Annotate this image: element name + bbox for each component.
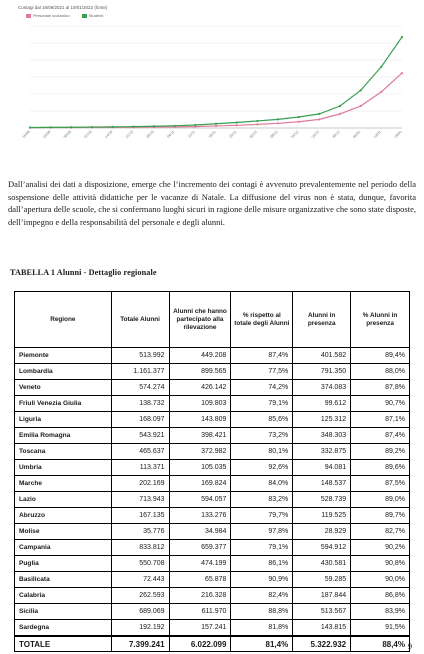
cell-regione: Marche xyxy=(15,476,112,492)
cell-alunni-presenza: 125.312 xyxy=(293,412,351,428)
cell-totale-alunni: 1.161.377 xyxy=(111,364,169,380)
x-tick-label: 18/11 xyxy=(207,129,217,139)
chart-plot-area xyxy=(18,4,410,150)
data-point xyxy=(277,118,279,120)
data-point xyxy=(132,125,134,127)
x-tick-label: 23/12 xyxy=(310,129,321,140)
cell-partecipanti: 169.824 xyxy=(169,476,231,492)
cell-partecipanti: 474.199 xyxy=(169,556,231,572)
cell-totale-alunni: 262.593 xyxy=(111,588,169,604)
table-row xyxy=(15,620,410,637)
cell-percentuale-totale: 79,1% xyxy=(231,396,293,412)
table-row xyxy=(15,364,410,380)
x-tick-label: 30/12 xyxy=(331,129,341,140)
series-line-1 xyxy=(30,37,402,128)
cell-percentuale-presenza: 91,5% xyxy=(351,620,410,637)
cell-percentuale-presenza: 90,8% xyxy=(351,556,410,572)
table-row xyxy=(15,460,410,476)
cell-percentuale-totale: 97,8% xyxy=(231,524,293,540)
cell-partecipanti: 659.377 xyxy=(169,540,231,556)
cell-alunni-presenza: 99.612 xyxy=(293,396,351,412)
cell-alunni-presenza: 401.582 xyxy=(293,348,351,364)
total-alunni-presenza: 5.322.932 xyxy=(293,636,351,652)
cell-percentuale-presenza: 83,9% xyxy=(351,604,410,620)
cell-percentuale-totale: 87,4% xyxy=(231,348,293,364)
cell-totale-alunni: 513.992 xyxy=(111,348,169,364)
data-point xyxy=(401,36,403,38)
cell-percentuale-totale: 77,5% xyxy=(231,364,293,380)
cell-percentuale-totale: 79,7% xyxy=(231,508,293,524)
cell-percentuale-totale: 90,9% xyxy=(231,572,293,588)
cell-alunni-presenza: 143.815 xyxy=(293,620,351,637)
data-point xyxy=(256,120,258,122)
cell-percentuale-totale: 84,0% xyxy=(231,476,293,492)
table-total-row xyxy=(15,636,410,652)
cell-percentuale-totale: 92,6% xyxy=(231,460,293,476)
cell-regione: Basilicata xyxy=(15,572,112,588)
cell-percentuale-presenza: 88,0% xyxy=(351,364,410,380)
data-point xyxy=(380,91,382,93)
cell-percentuale-totale: 73,2% xyxy=(231,428,293,444)
table-row xyxy=(15,556,410,572)
total-partecipanti: 6.022.099 xyxy=(169,636,231,652)
cell-percentuale-totale: 79,1% xyxy=(231,540,293,556)
data-point xyxy=(112,126,114,128)
cell-percentuale-presenza: 87,8% xyxy=(351,380,410,396)
data-point xyxy=(256,123,258,125)
header-percentuale-presenza: % Alunni in presenza xyxy=(351,292,410,348)
cell-percentuale-presenza: 87,1% xyxy=(351,412,410,428)
cell-totale-alunni: 550.708 xyxy=(111,556,169,572)
x-tick-label: 14/10 xyxy=(104,129,114,140)
table-row xyxy=(15,492,410,508)
cell-totale-alunni: 113.371 xyxy=(111,460,169,476)
cell-totale-alunni: 574.274 xyxy=(111,380,169,396)
x-tick-label: 25/11 xyxy=(228,129,238,139)
table-row xyxy=(15,572,410,588)
cell-regione: Molise xyxy=(15,524,112,540)
cell-regione: Lombardia xyxy=(15,364,112,380)
cell-percentuale-presenza: 87,4% xyxy=(351,428,410,444)
data-point xyxy=(339,113,341,115)
cell-partecipanti: 105.035 xyxy=(169,460,231,476)
cell-totale-alunni: 192.192 xyxy=(111,620,169,637)
x-tick-label: 30/09 xyxy=(62,129,73,140)
table-row xyxy=(15,588,410,604)
cell-partecipanti: 34.984 xyxy=(169,524,231,540)
cell-partecipanti: 449.208 xyxy=(169,348,231,364)
cell-totale-alunni: 167.135 xyxy=(111,508,169,524)
data-point xyxy=(401,72,403,74)
data-point xyxy=(360,105,362,107)
contagi-chart xyxy=(18,4,410,150)
table-caption: TABELLA 1 Alunni - Dettaglio regionale xyxy=(10,268,157,277)
data-point xyxy=(318,113,320,115)
cell-regione: Toscana xyxy=(15,444,112,460)
data-point xyxy=(153,125,155,127)
cell-regione: Calabria xyxy=(15,588,112,604)
cell-alunni-presenza: 374.083 xyxy=(293,380,351,396)
cell-percentuale-presenza: 89,6% xyxy=(351,460,410,476)
cell-regione: Sicilia xyxy=(15,604,112,620)
cell-alunni-presenza: 28.929 xyxy=(293,524,351,540)
cell-totale-alunni: 35.776 xyxy=(111,524,169,540)
table-row xyxy=(15,508,410,524)
table-row xyxy=(15,476,410,492)
header-partecipanti: Alunni che hanno partecipato alla rilevazione xyxy=(169,292,231,348)
cell-percentuale-totale: 85,6% xyxy=(231,412,293,428)
cell-partecipanti: 109.803 xyxy=(169,396,231,412)
data-point xyxy=(380,66,382,68)
cell-percentuale-totale: 86,1% xyxy=(231,556,293,572)
cell-alunni-presenza: 430.581 xyxy=(293,556,351,572)
cell-percentuale-presenza: 90,0% xyxy=(351,572,410,588)
cell-totale-alunni: 713.943 xyxy=(111,492,169,508)
x-tick-label: 11/11 xyxy=(187,129,197,139)
cell-regione: Piemonte xyxy=(15,348,112,364)
cell-percentuale-totale: 81,8% xyxy=(231,620,293,637)
data-point xyxy=(215,123,217,125)
cell-regione: Puglia xyxy=(15,556,112,572)
data-point xyxy=(215,125,217,127)
total-regione: TOTALE xyxy=(15,636,112,652)
cell-totale-alunni: 833.812 xyxy=(111,540,169,556)
data-point xyxy=(50,126,52,128)
cell-percentuale-presenza: 87,5% xyxy=(351,476,410,492)
total-percentuale-totale: 81,4% xyxy=(231,636,293,652)
cell-partecipanti: 426.142 xyxy=(169,380,231,396)
cell-percentuale-presenza: 90,7% xyxy=(351,396,410,412)
legend-label-studenti: Studenti xyxy=(88,13,104,18)
cell-percentuale-presenza: 90,2% xyxy=(351,540,410,556)
data-point xyxy=(70,126,72,128)
cell-partecipanti: 157.241 xyxy=(169,620,231,637)
cell-partecipanti: 133.276 xyxy=(169,508,231,524)
cell-percentuale-presenza: 89,2% xyxy=(351,444,410,460)
cell-totale-alunni: 689.069 xyxy=(111,604,169,620)
cell-partecipanti: 594.057 xyxy=(169,492,231,508)
cell-partecipanti: 143.809 xyxy=(169,412,231,428)
x-tick-label: 16/12 xyxy=(290,129,300,140)
cell-regione: Lazio xyxy=(15,492,112,508)
cell-alunni-presenza: 513.567 xyxy=(293,604,351,620)
cell-alunni-presenza: 594.912 xyxy=(293,540,351,556)
chart-title: Contagi dal 16/09/2021 al 19/01/2022 (fonte) xyxy=(18,5,108,10)
table-row xyxy=(15,540,410,556)
cell-regione: Emilia Romagna xyxy=(15,428,112,444)
x-tick-label: 07/10 xyxy=(83,129,93,140)
header-regione: Regione xyxy=(15,292,112,348)
cell-regione: Friuli Venezia Giulia xyxy=(15,396,112,412)
cell-partecipanti: 398.421 xyxy=(169,428,231,444)
table-row xyxy=(15,412,410,428)
cell-percentuale-presenza: 86,8% xyxy=(351,588,410,604)
total-percentuale-presenza: 88,4% xyxy=(351,636,410,652)
cell-partecipanti: 372.982 xyxy=(169,444,231,460)
table-row xyxy=(15,396,410,412)
cell-regione: Campania xyxy=(15,540,112,556)
cell-percentuale-totale: 83,2% xyxy=(231,492,293,508)
data-point xyxy=(174,125,176,127)
cell-totale-alunni: 202.169 xyxy=(111,476,169,492)
data-point xyxy=(360,89,362,91)
data-point xyxy=(298,121,300,123)
table-row xyxy=(15,380,410,396)
cell-percentuale-totale: 88,8% xyxy=(231,604,293,620)
x-tick-label: 04/11 xyxy=(166,129,176,139)
cell-percentuale-presenza: 89,7% xyxy=(351,508,410,524)
data-point xyxy=(91,126,93,128)
regional-students-table xyxy=(14,291,410,652)
x-tick-label: 19/01 xyxy=(393,129,403,140)
table-row xyxy=(15,524,410,540)
x-tick-label: 09/12 xyxy=(269,129,279,140)
cell-percentuale-totale: 80,1% xyxy=(231,444,293,460)
table-row xyxy=(15,348,410,364)
x-tick-label: 06/01 xyxy=(352,129,362,140)
cell-totale-alunni: 168.097 xyxy=(111,412,169,428)
cell-partecipanti: 65.878 xyxy=(169,572,231,588)
cell-alunni-presenza: 332.875 xyxy=(293,444,351,460)
cell-percentuale-presenza: 89,4% xyxy=(351,348,410,364)
cell-percentuale-totale: 82,4% xyxy=(231,588,293,604)
cell-totale-alunni: 138.732 xyxy=(111,396,169,412)
header-percentuale-totale: % rispetto al totale degli Alunni xyxy=(231,292,293,348)
series-line-0 xyxy=(30,73,402,128)
cell-regione: Liguria xyxy=(15,412,112,428)
cell-regione: Umbria xyxy=(15,460,112,476)
cell-partecipanti: 899.565 xyxy=(169,364,231,380)
cell-totale-alunni: 72.443 xyxy=(111,572,169,588)
table-row xyxy=(15,428,410,444)
table-row xyxy=(15,604,410,620)
cell-totale-alunni: 465.637 xyxy=(111,444,169,460)
cell-alunni-presenza: 791.350 xyxy=(293,364,351,380)
data-point xyxy=(298,116,300,118)
cell-totale-alunni: 543.921 xyxy=(111,428,169,444)
data-point xyxy=(277,122,279,124)
cell-partecipanti: 216.328 xyxy=(169,588,231,604)
x-tick-label: 23/09 xyxy=(42,129,52,140)
cell-alunni-presenza: 187.844 xyxy=(293,588,351,604)
cell-alunni-presenza: 59.285 xyxy=(293,572,351,588)
x-tick-label: 28/10 xyxy=(145,129,155,140)
header-totale-alunni: Totale Alunni xyxy=(111,292,169,348)
table-header-row xyxy=(15,292,410,348)
cell-regione: Veneto xyxy=(15,380,112,396)
x-tick-label: 13/01 xyxy=(372,129,383,140)
cell-percentuale-totale: 74,2% xyxy=(231,380,293,396)
data-point xyxy=(194,124,196,126)
cell-percentuale-presenza: 89,0% xyxy=(351,492,410,508)
body-paragraph: Dall’analisi dei dati a disposizione, emerge che l’incremento dei contagi è avvenuto prevalentemente nel periodo della sospensione delle attività didattiche per le vacanze di Natale. La diffusione del virus non è stata, dunque, favorita dall’apertura delle scuole, che si confermano luoghi sicuri in ragione delle misure organizzative che sono state disposte, dell’impegno e della responsabilità del personale e degli alunni. xyxy=(8,179,416,227)
cell-regione: Sardegna xyxy=(15,620,112,637)
cell-percentuale-presenza: 82,7% xyxy=(351,524,410,540)
total-totale-alunni: 7.399.241 xyxy=(111,636,169,652)
cell-alunni-presenza: 528.739 xyxy=(293,492,351,508)
cell-alunni-presenza: 119.525 xyxy=(293,508,351,524)
cell-alunni-presenza: 348.303 xyxy=(293,428,351,444)
table-row xyxy=(15,444,410,460)
data-point xyxy=(339,105,341,107)
data-point xyxy=(236,124,238,126)
x-tick-label: 21/10 xyxy=(124,129,135,140)
x-tick-label: 16/09 xyxy=(21,129,31,140)
data-point xyxy=(236,121,238,123)
legend-label-personale: Personale scolastico xyxy=(33,13,70,18)
data-point xyxy=(318,118,320,120)
cell-alunni-presenza: 94.081 xyxy=(293,460,351,476)
page-number: 9 xyxy=(408,642,412,651)
cell-partecipanti: 611.970 xyxy=(169,604,231,620)
data-point xyxy=(29,126,31,128)
header-alunni-presenza: Alunni in presenza xyxy=(293,292,351,348)
x-tick-label: 02/12 xyxy=(248,129,259,140)
cell-regione: Abruzzo xyxy=(15,508,112,524)
cell-alunni-presenza: 148.537 xyxy=(293,476,351,492)
